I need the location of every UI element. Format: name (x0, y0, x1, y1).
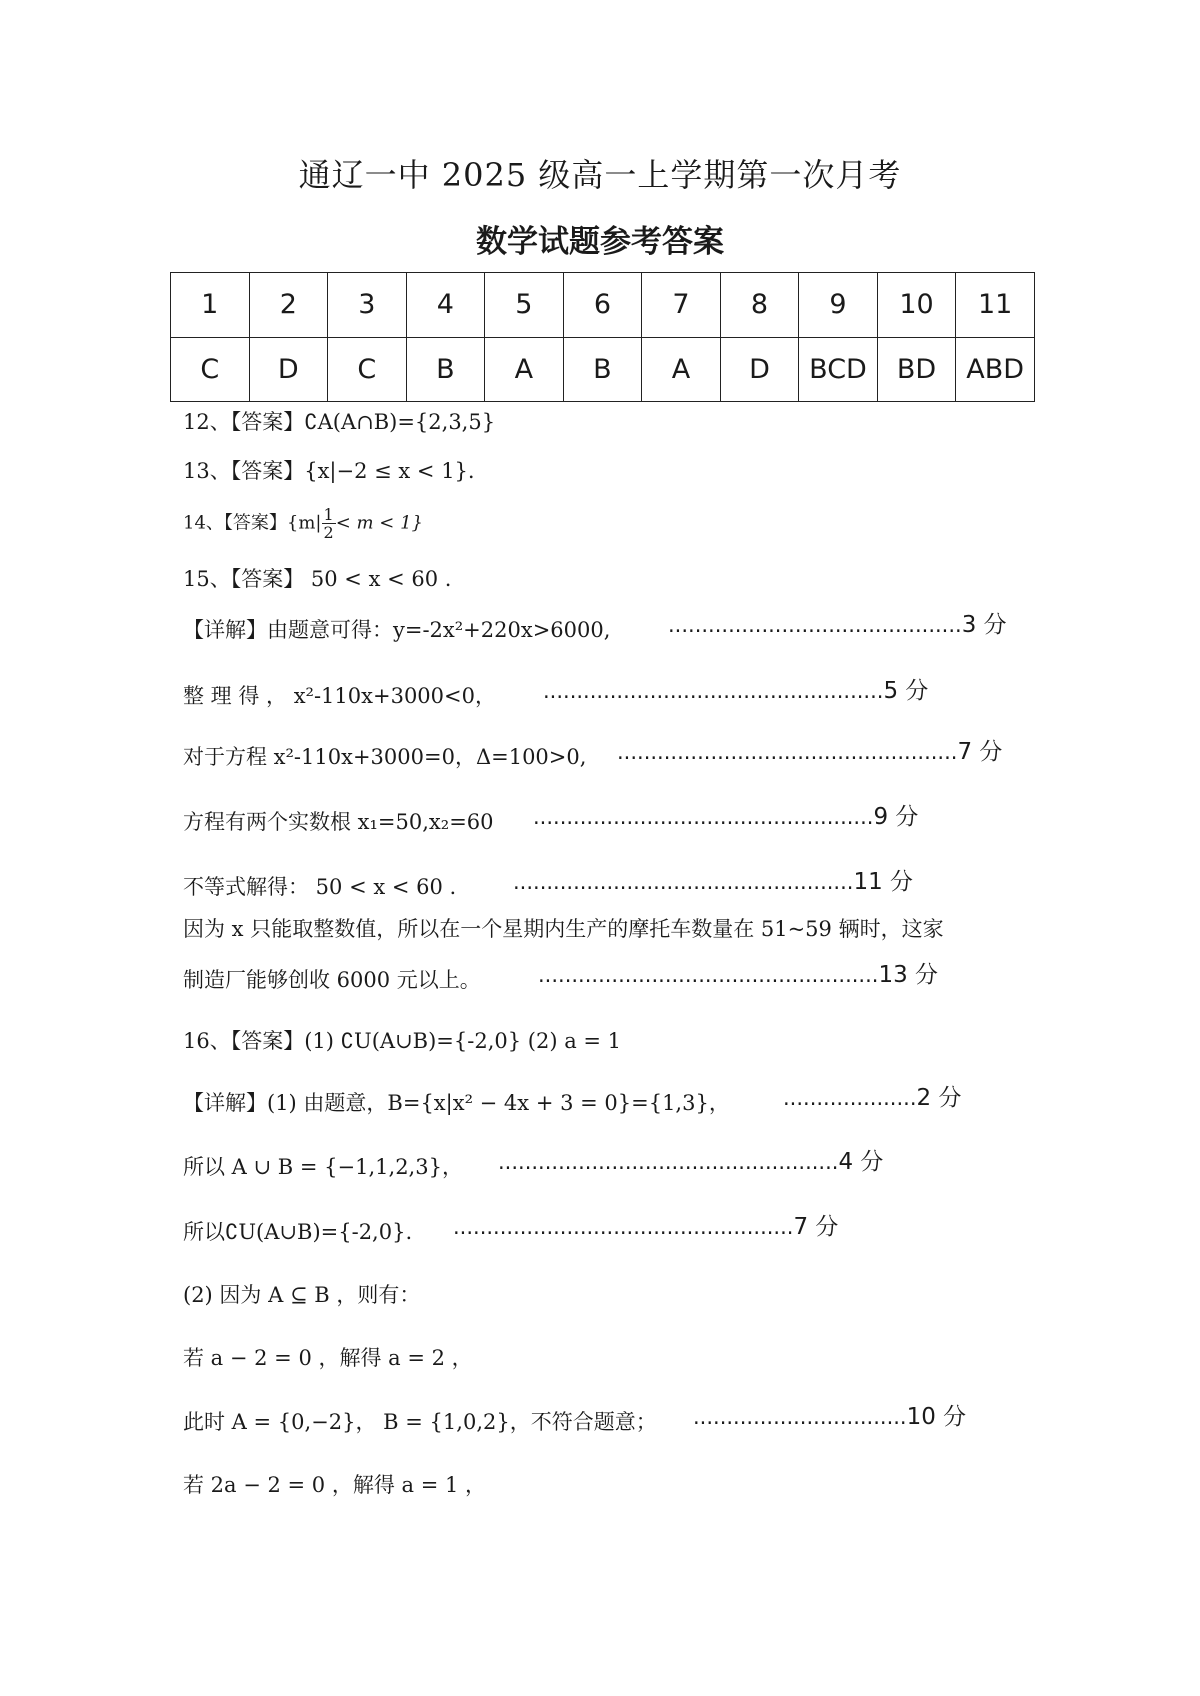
score-points: 7 分 (793, 1214, 839, 1240)
leader-dots: .................... (783, 1086, 917, 1110)
detail-16-line-2: 所以 A ∪ B = {−1,1,2,3}， (183, 1155, 463, 1179)
answer-cell: C (328, 337, 407, 402)
answer-cell: BD (877, 337, 956, 402)
detail-16-line-6: 此时 A = {0,−2}， B = {1,0,2}，不符合题意； (183, 1410, 657, 1434)
score-points: 7 分 (957, 739, 1003, 765)
score-leader-16-2 (498, 1143, 883, 1176)
score-leader-16-3 (453, 1208, 838, 1241)
fraction-denominator: 2 (323, 523, 334, 542)
answer-cell: ABD (956, 337, 1035, 402)
fraction-numerator: 1 (323, 505, 334, 524)
leader-dots: ................................................... (543, 679, 884, 703)
answer-row (171, 337, 1035, 402)
score-points: 4 分 (838, 1149, 884, 1175)
question-number-cell: 11 (956, 273, 1035, 338)
leader-dots: ................................................... (538, 963, 879, 987)
score-leader-1 (668, 606, 1007, 639)
detail-16-line-3: 所以∁U(A∪B)={-2,0}. (183, 1220, 413, 1244)
detail-line-6: 因为 x 只能取整数值，所以在一个星期内生产的摩托车数量在 51~59 辆时，这家 (183, 917, 944, 941)
score-points: 5 分 (883, 678, 929, 704)
answer-14 (183, 506, 423, 541)
fraction (322, 506, 336, 541)
score-points: 11 分 (853, 869, 914, 895)
answer-12: 12、【答案】∁A(A∩B)={2,3,5} (183, 410, 496, 434)
score-leader-3 (617, 733, 1002, 766)
detail-line-2: 整 理 得 ， x²-110x+3000<0， (183, 684, 496, 708)
score-points: 2 分 (916, 1085, 962, 1111)
score-leader-5 (513, 863, 913, 896)
score-leader-7 (538, 956, 938, 989)
answer-13: 13、【答案】{x|−2 ≤ x < 1}. (183, 459, 475, 483)
score-leader-4 (533, 798, 918, 831)
detail-line-3: 对于方程 x²-110x+3000=0，Δ=100>0, (183, 745, 587, 769)
leader-dots: ................................................... (513, 870, 854, 894)
leader-dots: ................................................... (453, 1215, 794, 1239)
question-number-row (171, 273, 1035, 338)
score-leader-16-1 (783, 1079, 961, 1112)
answer-cell: BCD (799, 337, 878, 402)
score-points: 9 分 (873, 804, 919, 830)
score-points: 10 分 (906, 1404, 967, 1430)
answer-cell: B (406, 337, 485, 402)
answer-14-prefix: 14、【答案】{m| (183, 512, 322, 534)
question-number-cell: 8 (720, 273, 799, 338)
detail-line-4: 方程有两个实数根 x₁=50,x₂=60 (183, 810, 494, 834)
answer-cell: A (485, 337, 564, 402)
leader-dots: ................................................... (533, 805, 874, 829)
leader-dots: ............................................ (668, 613, 962, 637)
question-number-cell: 10 (877, 273, 956, 338)
detail-16-line-5: 若 a − 2 = 0 ，解得 a = 2 ， (183, 1346, 473, 1370)
leader-dots: ................................................... (498, 1150, 839, 1174)
question-number-cell: 5 (485, 273, 564, 338)
question-number-cell: 1 (171, 273, 250, 338)
answer-cell: D (720, 337, 799, 402)
answer-table (170, 272, 1035, 402)
answer-14-suffix: < m < 1} (335, 512, 423, 534)
score-leader-2 (543, 672, 928, 705)
score-points: 3 分 (961, 612, 1007, 638)
detail-16-line-1: 【详解】(1) 由题意，B={x|x² − 4x + 3 = 0}={1,3}， (183, 1091, 730, 1115)
detail-line-5: 不等式解得： 50 < x < 60 . (183, 875, 457, 899)
score-points: 13 分 (878, 962, 939, 988)
question-number-cell: 3 (328, 273, 407, 338)
answer-cell: B (563, 337, 642, 402)
leader-dots: ................................ (693, 1405, 907, 1429)
question-number-cell: 4 (406, 273, 485, 338)
answer-cell: A (642, 337, 721, 402)
detail-line-7: 制造厂能够创收 6000 元以上。 (183, 968, 481, 992)
answer-key-subtitle: 数学试题参考答案 (476, 224, 724, 260)
answer-cell: D (249, 337, 328, 402)
question-number-cell: 7 (642, 273, 721, 338)
question-number-cell: 2 (249, 273, 328, 338)
question-number-cell: 6 (563, 273, 642, 338)
exam-title: 通辽一中 2025 级高一上学期第一次月考 (298, 156, 902, 194)
leader-dots: ................................................... (617, 740, 958, 764)
answer-16: 16、【答案】(1) ∁U(A∪B)={-2,0} (2) a = 1 (183, 1029, 622, 1053)
answer-cell: C (171, 337, 250, 402)
question-number-cell: 9 (799, 273, 878, 338)
detail-line-1: 【详解】由题意可得：y=-2x²+220x>6000, (183, 618, 611, 642)
score-leader-16-6 (693, 1398, 966, 1431)
answer-15: 15、【答案】 50 < x < 60 . (183, 567, 452, 591)
detail-16-line-7: 若 2a − 2 = 0 ，解得 a = 1 ， (183, 1473, 487, 1497)
detail-16-line-4: (2) 因为 A ⊆ B ，则有： (183, 1283, 421, 1307)
